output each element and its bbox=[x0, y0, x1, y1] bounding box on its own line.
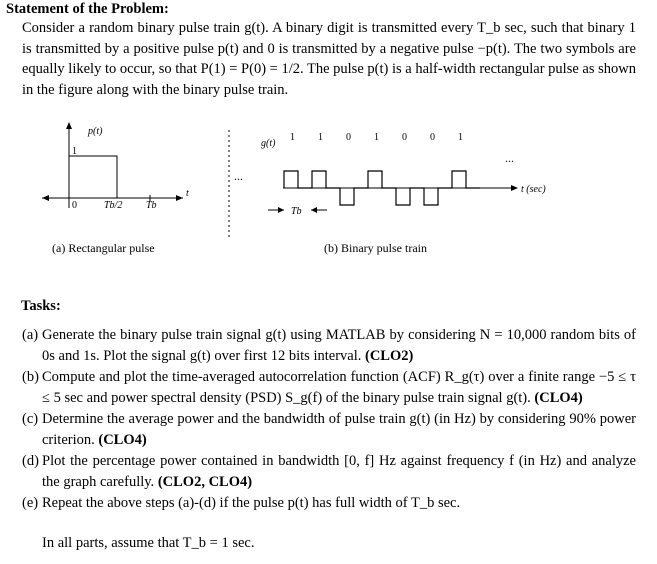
period-label: Tb bbox=[291, 206, 302, 217]
pulse-shape bbox=[69, 156, 117, 198]
problem-statement: Consider a random binary pulse train g(t). A binary digit is transmitted every T_b sec, such that binary 1 is transmitted by a positive pulse p(t) and 0 is transmitted by a negative pulse −p(t). The two symbols are equally likely to occur, so that P(1) = P(0) = 1/2. The pulse p(t) is a half-width rectangular pulse as shown in the figure along with the binary pulse train. bbox=[22, 20, 636, 98]
task-item bbox=[22, 409, 636, 450]
task-tag: (CLO2) bbox=[365, 347, 414, 364]
caption-b: (b) Binary pulse train bbox=[324, 241, 427, 255]
rectangular-pulse-figure bbox=[42, 122, 189, 255]
period-arrow-right bbox=[311, 207, 317, 213]
task-item bbox=[22, 325, 636, 366]
task-marker: (d) bbox=[22, 453, 39, 469]
period-arrow-left bbox=[278, 207, 284, 213]
figure bbox=[0, 110, 657, 270]
task-tag: (CLO2, CLO4) bbox=[157, 473, 253, 490]
task-item bbox=[22, 493, 636, 514]
task-text: Repeat the above steps (a)-(d) if the pulse p(t) has full width of T_b sec. bbox=[42, 495, 461, 511]
axis-g-arrow bbox=[511, 185, 518, 191]
figure-svg bbox=[0, 110, 657, 270]
problem-heading: Statement of the Problem: bbox=[6, 1, 169, 17]
task-tag: (CLO4) bbox=[98, 431, 147, 448]
tick-full-label: Tb bbox=[146, 200, 157, 211]
task-item bbox=[22, 367, 636, 408]
bit-label: 1 bbox=[318, 132, 323, 143]
task-text: Determine the average power and the bandwidth of pulse train g(t) (in Hz) by considering 90% power criterion. bbox=[42, 411, 636, 448]
axis-p-arrow bbox=[66, 122, 72, 129]
p-label: p(t) bbox=[88, 126, 103, 137]
task-text: Compute and plot the time-averaged autocorrelation function (ACF) R_g(τ) over a finite range −5 ≤ τ ≤ 5 sec and power spectral density (PSD) S_g(f) of the binary pulse train signal g(t). bbox=[42, 369, 636, 406]
final-note: In all parts, assume that T_b = 1 sec. bbox=[42, 535, 255, 551]
task-marker: (b) bbox=[22, 369, 39, 385]
bit-label: 0 bbox=[402, 132, 407, 143]
g-label: g(t) bbox=[261, 138, 276, 149]
caption-a: (a) Rectangular pulse bbox=[52, 241, 155, 255]
task-list bbox=[22, 325, 636, 515]
bit-label: 0 bbox=[430, 132, 435, 143]
bit-label: 0 bbox=[346, 132, 351, 143]
t-sec-label: t (sec) bbox=[521, 184, 546, 195]
bit-label: 1 bbox=[290, 132, 295, 143]
task-marker: (a) bbox=[22, 327, 39, 343]
tick-half-label: Tb/2 bbox=[104, 200, 123, 211]
task-item bbox=[22, 451, 636, 492]
bit-label: 1 bbox=[374, 132, 379, 143]
tasks-heading: Tasks: bbox=[21, 298, 61, 314]
bit-label: 1 bbox=[458, 132, 463, 143]
task-text: Plot the percentage power contained in bandwidth [0, f] Hz against frequency f (in Hz) and analyze the graph carefully. bbox=[42, 453, 636, 490]
task-marker: (e) bbox=[22, 495, 39, 511]
level-label: 1 bbox=[72, 146, 77, 157]
axis-t-arrow bbox=[176, 195, 183, 201]
task-text: Generate the binary pulse train signal g(t) using MATLAB by considering N = 10,000 random bits of 0s and 1s. Plot the signal g(t) over first 12 bits interval. bbox=[42, 327, 636, 364]
origin-label: 0 bbox=[72, 200, 77, 211]
bit-labels bbox=[290, 132, 463, 143]
ellipsis-right: ... bbox=[505, 151, 514, 165]
task-tag: (CLO4) bbox=[534, 389, 583, 406]
task-marker: (c) bbox=[22, 411, 39, 427]
ellipsis-left: ... bbox=[234, 169, 243, 183]
pulse-train-figure bbox=[234, 132, 546, 255]
t-label: t bbox=[186, 188, 189, 199]
axis-t-left-arrow bbox=[42, 195, 49, 201]
